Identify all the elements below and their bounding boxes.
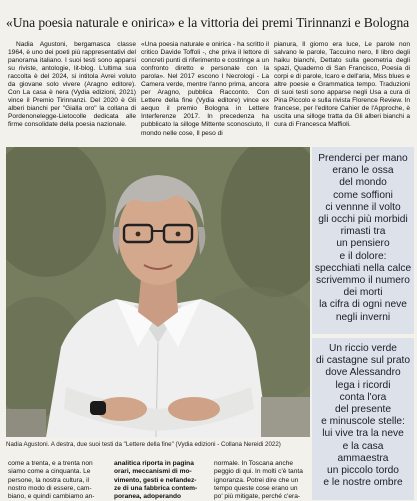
poem-line: ci vennne il volto: [325, 201, 401, 213]
poem-line: specchiati nella calce: [314, 262, 412, 274]
body-line: tempo queste cose erano un: [214, 484, 298, 492]
body-line: poranea, adoperando: [114, 493, 182, 501]
poem-line: un piccolo tordo: [327, 465, 399, 477]
body-line: ze di una fabbrica contem-: [114, 484, 198, 492]
body-line: normale. In Toscana anche: [214, 460, 294, 467]
poem-line: lui vive tra la neve: [322, 428, 404, 440]
body-line: nostro modo di essere, cam-: [8, 484, 92, 492]
article-headline: «Una poesia naturale e onirica» e la vittoria dei premi Tirinnanzi e Bologna: [6, 15, 410, 31]
body-line: come a trenta, e a trenta non: [8, 460, 93, 467]
poem-line: del mondo: [339, 177, 387, 189]
lead-column-2: [141, 41, 269, 138]
lead-text-2: «Una poesia naturale e onirica - ha scritto il critico Davide Toffoli -, che priva il lettore di concreti punti di riferimento e costringe a un confronto diretto e personale con la parola». Nel 2017 escono I Necrologi - La Camera verde, mentre l'anno prima, ancora per Aragno, pubblica Racconto. Con Lettere della fine (Vydia editore) vince ex aequo il premio Bologna in Lettere Interferenze 2017. In precedenza ha pubblicato la silloge Mittente sconosciuto, Il mondo nelle cose, Il peso di: [141, 41, 269, 137]
lead-column-3: [274, 41, 410, 130]
poem-line: di castagne sul prato: [315, 355, 410, 367]
poem-line: del presente: [334, 404, 392, 416]
poem-box-1: [312, 147, 414, 334]
poem-line: negli inverni: [335, 311, 391, 323]
poem-line: conta l'ora: [339, 391, 387, 403]
photo-caption: Nadia Agustoni. A destra, due suoi testi da "Lettere della fine" (Vydia edizioni - Collana Nereidi 2022): [6, 441, 281, 448]
author-photo: [6, 147, 310, 437]
poem-line: Prenderci per mano: [318, 153, 408, 164]
lead-column-1: [8, 41, 136, 130]
body-line: persone, la nostra cultura, il: [8, 476, 89, 484]
body-line: vimento, gesti e nefandez-: [114, 476, 197, 484]
poem-line: gli occhi più morbidi: [318, 214, 408, 226]
poem-line: lega i ricordi: [335, 379, 391, 391]
poem-line: la cifra di ogni neve: [319, 299, 407, 311]
poem-line: come soffioni: [333, 189, 393, 201]
body-line: orari, meccanismi di mo-: [114, 468, 192, 476]
body-line: biano, e quindi cambiamo an-: [8, 493, 95, 501]
body-line: po' più mitigate, perché c'era-: [214, 493, 301, 501]
poem-line: un pensiero: [336, 238, 390, 250]
body-column-1: [8, 460, 108, 501]
poem-line: e minuscole stelle:: [321, 416, 405, 428]
poem-line: rimasti tra: [340, 226, 386, 238]
poem-line: scrivemmo il numero: [316, 275, 410, 287]
poem-line: dove Alessandro: [325, 367, 401, 379]
body-line: ignoranza. Potrei dire che un: [214, 476, 299, 484]
poem-line: erano le ossa: [332, 165, 394, 177]
body-column-3: [214, 460, 308, 501]
poem-line: dei morti: [343, 287, 383, 299]
poem-box-2: [312, 338, 414, 500]
author-portrait-illustration: [6, 147, 310, 437]
lead-text-1: Nadia Agustoni, bergamasca classe 1964, è uno dei poeti più rappresentativi del panorama italiano. I suoi testi sono apparsi su riviste, antologie, lit-blog. L'ultima sua raccolta è del 2024, si intitola Avrei voluto da giovane solo vivere (Aragno editore). Con La casa è nera (Vydia edizioni, 2021) vince il Premio Tirinnanzi. Del 2020 è Gli alberi bianchi per "Gialla oro" la collana di Pordenonelegge-Lietocolle dedicata alle firme consolidate della poesia nazionale.: [8, 41, 136, 129]
poem-line: Un riccio verde: [329, 343, 397, 354]
body-line: analitica riporta in pagina: [114, 460, 194, 467]
poem-line: e le nostre ombre: [323, 477, 403, 489]
body-column-2: [114, 460, 210, 501]
body-line: siamo come a cinquanta. Le: [8, 468, 91, 476]
body-line: peggio di qui. In molti c'è tanta: [214, 468, 303, 476]
lead-text-3: pianura, Il giorno era luce, Le parole non salvano le parole, Taccuino nero, Il libro degli haiku bianchi, Dettato sulla geometria degli spazi, Quaderno di San Francisco, Poesia di corpi e di parole, Icaro e dell'aria, Miss blues e altre poesie e Grammatica tempo. Traduzioni di suoi testi sono apparse negli Usa a cura di Pina Piccolo e sulla rivista Florence Review. In francese, per l'editore Cahier de l'Approche, è uscita una silloge tratta da Gli alberi bianchi a cura di Francesca Maffioli.: [274, 41, 410, 129]
poem-line: ammaestra: [337, 452, 389, 464]
poem-line: e il dolore:: [339, 250, 387, 262]
watch-icon: [90, 401, 106, 415]
poem-line: e la casa: [342, 440, 384, 452]
